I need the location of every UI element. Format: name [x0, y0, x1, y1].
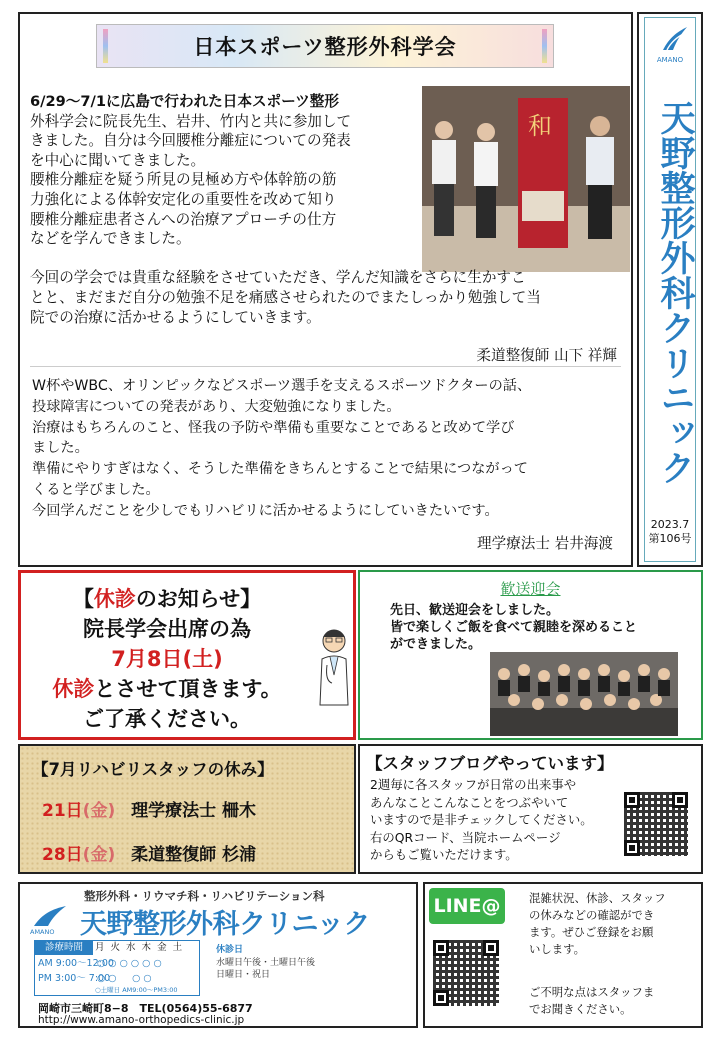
notice-closed-word: 休診 — [52, 677, 95, 701]
line-text-2 — [529, 984, 654, 1018]
welcome-line: 先日、歓送迎会をしました。 — [390, 603, 560, 618]
p1-line: を中心に聞いてきました。 — [30, 151, 206, 169]
holiday-dow: (金) — [82, 801, 116, 821]
p2-line: 今回学んだことを少しでもリハビリに活かせるようにしていきたいです。 — [32, 502, 499, 519]
article-paragraph-1 — [30, 92, 412, 249]
p1-line: 腰椎分離症患者さんへの治療アプローチの仕方 — [30, 210, 337, 228]
blog-line: 2週毎に各スタッフが日常の出来事や — [370, 777, 577, 792]
blog-qr-code[interactable] — [624, 792, 688, 856]
line-text-line: いします。 — [529, 942, 586, 956]
blog-title: 【スタッフブログやっています】 — [366, 754, 614, 773]
conference-photo — [422, 86, 630, 272]
holiday-day: 21日 — [42, 801, 83, 821]
issue-number: 第106号 — [648, 532, 692, 545]
clinic-wing-logo-icon — [32, 904, 68, 930]
welcome-line: ができました。 — [390, 637, 482, 652]
p2-line: 治療はもちろんのこと、怪我の予防や準備も重要なことであると改めて学び — [32, 419, 515, 436]
blog-line: あんなことこんなことをつぶやいて — [370, 794, 569, 810]
welcome-text — [390, 602, 637, 653]
banner-char: 和 — [528, 112, 552, 140]
qr-finder-icon — [672, 792, 688, 808]
notice-title-rest: のお知らせ】 — [135, 587, 262, 611]
qr-finder-icon — [624, 840, 640, 856]
clinic-departments: 整形外科・リウマチ科・リハビリテーション科 — [84, 889, 325, 903]
clinic-logo-text: AMANO — [30, 928, 55, 936]
article-divider — [30, 366, 621, 367]
line-text-line: 混雑状況、休診、スタッフ — [529, 891, 666, 905]
notice-line-2: 院長学会出席の為 — [83, 617, 251, 641]
side-logo-text: AMANO — [656, 56, 684, 64]
blog-text — [370, 776, 593, 864]
p1-line: 外科学会に院長先生、岩井、竹内と共に参加して — [30, 112, 352, 130]
day-label: 月 — [95, 942, 111, 953]
p1b-line: とと、まだまだ自分の勉強不足を痛感させられたのでまたしっかり勉強して当 — [30, 289, 541, 306]
blog-line: いますので是非チェックしてください。 — [370, 812, 593, 827]
author-signature-1: 柔道整復師 山下 祥輝 — [476, 347, 617, 364]
hours-table — [34, 940, 200, 996]
notice-title-highlight: 休診 — [93, 587, 136, 611]
issue-info — [645, 518, 695, 546]
p1-line: 腰椎分離症を疑う所見の見極め方や体幹筋の筋 — [30, 171, 337, 189]
notice-title-bracket: 【 — [72, 587, 94, 611]
doctor-illustration-icon — [315, 625, 353, 707]
holiday-staff: 理学療法士 柵木 — [131, 801, 257, 821]
side-clinic-name: 天野整形外科クリニック — [655, 99, 695, 485]
p1b-line: 院での治療に活かせるようにしていきます。 — [30, 309, 321, 326]
article-title-bar — [96, 24, 554, 68]
qr-finder-icon — [433, 990, 449, 1006]
p2-line: くると学びました。 — [32, 481, 160, 498]
closed-days — [216, 944, 315, 982]
group-photo — [490, 652, 678, 736]
blog-line: からもご覧いただけます。 — [370, 847, 518, 862]
staff-holiday-panel — [18, 744, 356, 874]
article-paragraph-1b — [30, 268, 630, 328]
welcome-line: 皆で楽しくご飯を食べて親睦を深めること — [390, 620, 638, 635]
notice-line-5: ご了承ください。 — [83, 707, 251, 731]
closed-line: 水曜日午後・土曜日午後 — [216, 957, 316, 968]
article-panel — [18, 12, 633, 567]
day-label: 木 — [141, 942, 158, 953]
notice-title — [0, 585, 353, 613]
hours-am: AM 9:00〜12:00 — [38, 958, 114, 969]
side-inner-frame — [644, 17, 696, 562]
issue-date: 2023.7 — [650, 518, 690, 531]
welcome-party-panel — [358, 570, 703, 740]
p1-line: きました。自分は今回腰椎分離症についての発表 — [30, 132, 351, 150]
notice-date: 7月8日(土) — [111, 647, 223, 671]
p1-line: などを学んできました。 — [30, 230, 191, 248]
holiday-day: 28日 — [42, 845, 83, 865]
staff-blog-panel — [358, 744, 703, 874]
hours-label: 診療時間 — [35, 941, 93, 955]
hours-am-marks: ○○○○○○ — [97, 958, 165, 969]
title-bar-left-stripe — [103, 29, 108, 63]
p2-line: ました。 — [32, 440, 89, 457]
p1b-line: 今回の学会では貴重な経験をさせていただき、学んだ知識をさらに生かすこ — [30, 269, 526, 286]
day-label: 土 — [172, 942, 189, 953]
line-badge: LINE@ — [429, 888, 505, 924]
clinic-name: 天野整形外科クリニック — [80, 909, 370, 940]
line-text — [529, 890, 666, 958]
day-label: 火 — [110, 942, 127, 953]
saturday-note: ○土曜日 AM9:00〜PM3:00 — [95, 986, 178, 994]
line-text-line: ご不明な点はスタッフま — [529, 985, 655, 999]
closed-label: 休診日 — [216, 945, 244, 955]
line-text-line: でお聞きください。 — [529, 1002, 632, 1016]
notice-line-4-rest: とさせて頂きます。 — [94, 677, 282, 701]
blog-line: 右のQRコード、当院ホームページ — [370, 829, 561, 845]
p2-line: W杯やWBC、オリンピックなどスポーツ選手を支えるスポーツドクターの話、 — [32, 378, 532, 394]
hours-pm-marks: ○○ ○○ — [97, 973, 155, 984]
notice-line-4 — [0, 675, 353, 703]
p2-line: 準備にやりすぎはなく、そうした準備をきちんとすることで結果につながって — [32, 461, 528, 478]
qr-finder-icon — [624, 792, 640, 808]
hours-pm: PM 3:00〜 7:00 — [38, 973, 111, 984]
qr-finder-icon — [483, 940, 499, 956]
holiday-row — [42, 796, 256, 821]
closed-line: 日曜日・祝日 — [216, 970, 271, 980]
clinic-address: 岡崎市三崎町8−8 TEL(0564)55-6877 — [38, 1002, 253, 1015]
article-paragraph-2 — [32, 376, 628, 522]
author-signature-2: 理学療法士 岩井海渡 — [477, 535, 613, 552]
holiday-row — [42, 840, 256, 865]
clinic-url[interactable]: http://www.amano-orthopedics-clinic.jp — [38, 1014, 245, 1026]
p2-line: 投球障害についての発表があり、大変勉強になりました。 — [32, 398, 401, 415]
clinic-side-banner — [637, 12, 703, 567]
holiday-dow: (金) — [82, 845, 116, 865]
p1-line: 力強化による体幹安定化の重要性を改めて知り — [30, 190, 337, 208]
day-label: 金 — [157, 942, 173, 953]
line-qr-code[interactable] — [433, 940, 499, 1006]
holiday-title: 【7月リハビリスタッフの休み】 — [32, 760, 274, 779]
title-bar-right-stripe — [542, 29, 547, 63]
conference-photo-illustration — [422, 86, 630, 272]
line-text-line: ます。ぜひご登録をお願 — [529, 925, 654, 939]
welcome-title: 歓送迎会 — [500, 580, 561, 598]
qr-finder-icon — [433, 940, 449, 956]
holiday-staff: 柔道整復師 杉浦 — [131, 845, 257, 865]
line-text-line: の休みなどの確認ができ — [529, 908, 655, 922]
article-title: 日本スポーツ整形外科学会 — [193, 35, 457, 59]
p1-line: 6/29〜7/1に広島で行われた日本スポーツ整形 — [30, 93, 339, 110]
day-label: 水 — [126, 942, 142, 953]
wing-logo-icon — [659, 24, 689, 54]
line-panel — [423, 882, 703, 1028]
closure-notice — [18, 570, 356, 740]
clinic-info-card — [18, 882, 418, 1028]
hours-days — [95, 941, 188, 955]
